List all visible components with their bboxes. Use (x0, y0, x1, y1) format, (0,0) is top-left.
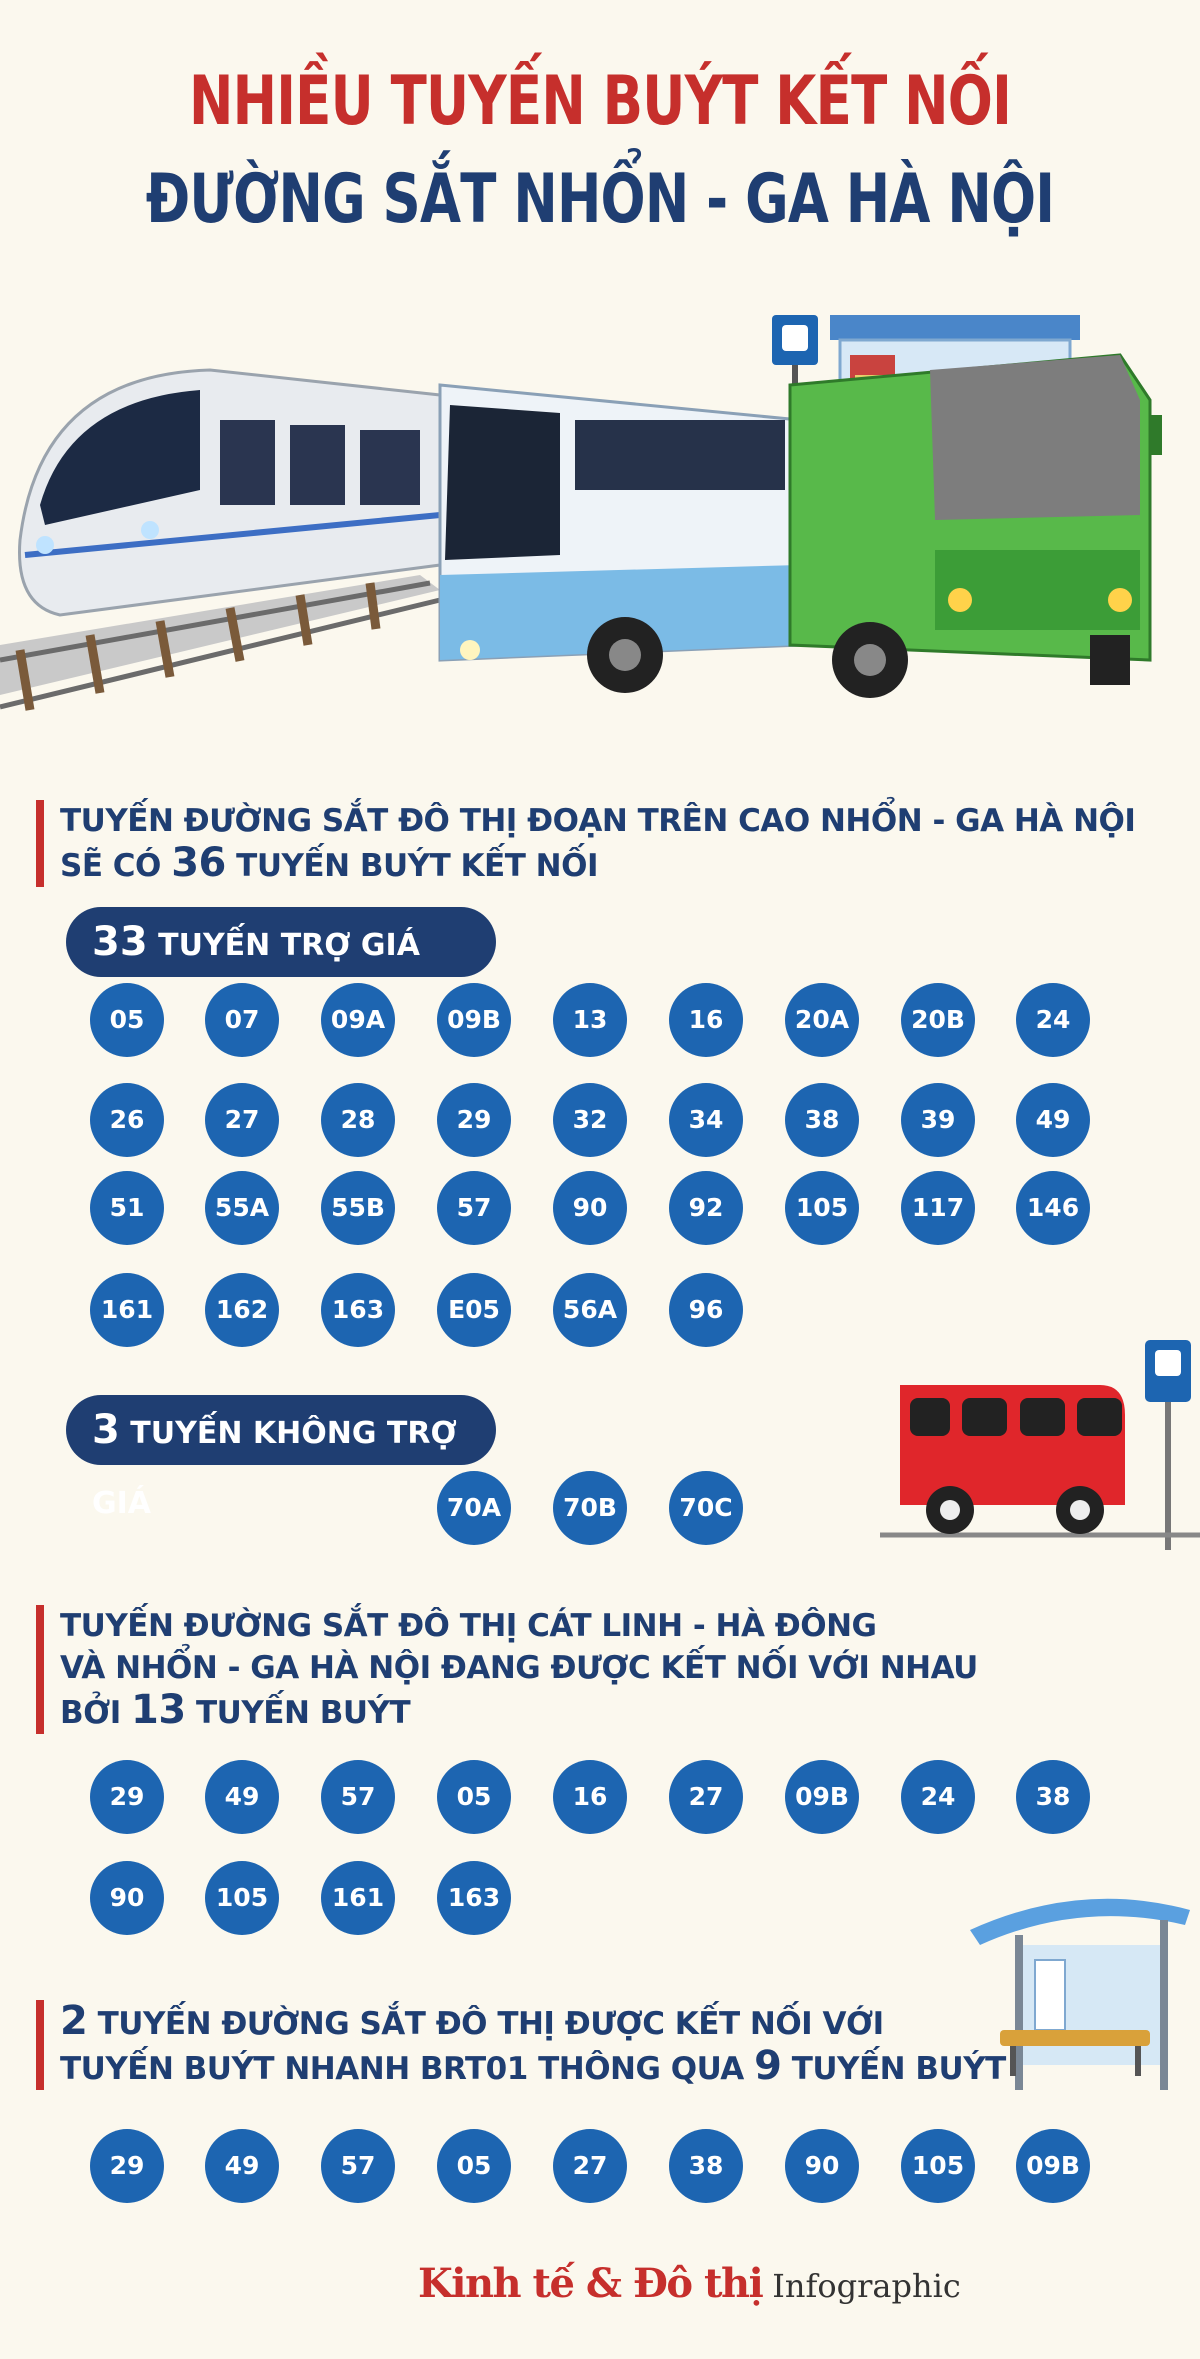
route-badge: 163 (321, 1273, 395, 1347)
route-badge: 49 (1016, 1083, 1090, 1157)
route-badge: 70B (553, 1471, 627, 1545)
route-badge: 38 (669, 2129, 743, 2203)
route-badge: 29 (90, 1760, 164, 1834)
section-2-line-1: TUYẾN ĐƯỜNG SẮT ĐÔ THỊ CÁT LINH - HÀ ĐÔNG (60, 1608, 877, 1644)
route-badge: 70C (669, 1471, 743, 1545)
route-badge: 39 (901, 1083, 975, 1157)
route-badge: 56A (553, 1273, 627, 1347)
green-bus-icon (790, 355, 1162, 698)
subsidized-routes-pill (66, 907, 496, 977)
route-badge: 24 (1016, 983, 1090, 1057)
route-badge: 16 (669, 983, 743, 1057)
infographic-label: Infographic (772, 2267, 961, 2305)
unsubsidized-label: TUYẾN KHÔNG TRỢ GIÁ (92, 1416, 457, 1521)
route-badge: 13 (553, 983, 627, 1057)
route-badge: 29 (437, 1083, 511, 1157)
route-badge: 57 (437, 1171, 511, 1245)
route-badge: 90 (785, 2129, 859, 2203)
route-badge: 162 (205, 1273, 279, 1347)
route-badge: 32 (553, 1083, 627, 1157)
route-badge: 05 (437, 1760, 511, 1834)
route-badge: 24 (901, 1760, 975, 1834)
route-badge: 20B (901, 983, 975, 1057)
subsidized-label: TUYẾN TRỢ GIÁ (147, 928, 420, 963)
route-badge: 55A (205, 1171, 279, 1245)
route-badge: 26 (90, 1083, 164, 1157)
route-badge: 16 (553, 1760, 627, 1834)
metro-train-icon (20, 370, 441, 615)
route-badge: 09B (1016, 2129, 1090, 2203)
route-badge: 27 (205, 1083, 279, 1157)
route-badge: 49 (205, 1760, 279, 1834)
route-badge: 28 (321, 1083, 395, 1157)
route-badge: 09A (321, 983, 395, 1057)
hero-illustration (0, 315, 1200, 745)
route-badge: 07 (205, 983, 279, 1057)
route-badge: 90 (553, 1171, 627, 1245)
footer-logo (418, 2260, 961, 2320)
route-badge: E05 (437, 1273, 511, 1347)
route-badge: 09B (437, 983, 511, 1057)
subsidized-count: 33 (92, 919, 148, 965)
route-badge: 09B (785, 1760, 859, 1834)
route-badge: 105 (205, 1861, 279, 1935)
route-badge: 38 (785, 1083, 859, 1157)
section-2-line-2: VÀ NHỔN - GA HÀ NỘI ĐANG ĐƯỢC KẾT NỐI VỚI NHAU (60, 1650, 978, 1686)
section-3-line-2: TUYẾN BUÝT NHANH BRT01 THÔNG QUA 9 TUYẾN BUÝT (60, 2043, 1006, 2089)
route-badge: 105 (901, 2129, 975, 2203)
route-badge: 38 (1016, 1760, 1090, 1834)
unsubsidized-count: 3 (92, 1407, 120, 1453)
route-badge: 29 (90, 2129, 164, 2203)
route-badge: 163 (437, 1861, 511, 1935)
route-badge: 161 (321, 1861, 395, 1935)
title-line-1: NHIỀU TUYẾN BUÝT KẾT NỐI (188, 62, 1012, 141)
route-badge: 49 (205, 2129, 279, 2203)
section-2-heading (36, 1605, 978, 1734)
route-badge: 105 (785, 1171, 859, 1245)
route-badge: 90 (90, 1861, 164, 1935)
route-badge: 27 (669, 1760, 743, 1834)
route-badge: 92 (669, 1171, 743, 1245)
red-bus-icon (880, 1330, 1200, 1550)
section-3-heading (36, 2000, 1006, 2090)
route-badge: 57 (321, 1760, 395, 1834)
route-badge: 55B (321, 1171, 395, 1245)
route-badge: 96 (669, 1273, 743, 1347)
route-badge: 27 (553, 2129, 627, 2203)
route-badge: 146 (1016, 1171, 1090, 1245)
route-badge: 57 (321, 2129, 395, 2203)
section-1-heading (36, 800, 1135, 887)
section-3-line-1: 2 TUYẾN ĐƯỜNG SẮT ĐÔ THỊ ĐƯỢC KẾT NỐI VỚI (60, 1998, 884, 2044)
route-badge: 05 (437, 2129, 511, 2203)
route-badge: 34 (669, 1083, 743, 1157)
title-line-2: ĐƯỜNG SẮT NHỔN - GA HÀ NỘI (145, 160, 1055, 239)
section-2-line-3: BỞI 13 TUYẾN BUÝT (60, 1687, 411, 1733)
route-badge: 161 (90, 1273, 164, 1347)
route-badge: 51 (90, 1171, 164, 1245)
route-badge: 117 (901, 1171, 975, 1245)
route-badge: 70A (437, 1471, 511, 1545)
section-1-line-1: TUYẾN ĐƯỜNG SẮT ĐÔ THỊ ĐOẠN TRÊN CAO NHỔN - GA HÀ NỘI (60, 803, 1136, 839)
route-badge: 05 (90, 983, 164, 1057)
blue-bus-icon (440, 385, 800, 693)
section-1-line-2: SẼ CÓ 36 TUYẾN BUÝT KẾT NỐI (60, 840, 599, 886)
brand-logo: Kinh tế & Đô thị (418, 2260, 763, 2307)
route-badge: 20A (785, 983, 859, 1057)
